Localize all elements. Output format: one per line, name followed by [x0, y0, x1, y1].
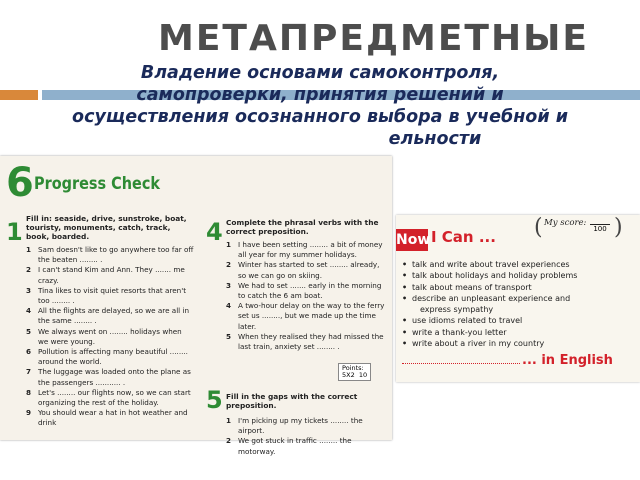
can-do-item	[402, 327, 632, 338]
exercise-item	[26, 306, 194, 326]
item-text: We always went on ........ holidays when we were young.	[38, 326, 182, 346]
exercise-4-instruction: Complete the phrasal verbs with the correct preposition.	[226, 218, 379, 236]
points-box	[338, 363, 371, 381]
exercise-item	[26, 265, 194, 285]
exercise-item	[26, 286, 194, 306]
can-do-item	[402, 259, 632, 270]
item-number: 1	[226, 240, 232, 249]
item-text: Sam doesn't like to go anywhere too far off the beaten ........ .	[38, 245, 194, 265]
item-text: I can't stand Kim and Ann. They ....... me crazy.	[38, 265, 185, 285]
can-do-text: write a thank-you letter	[412, 327, 507, 337]
exercise-item	[226, 240, 386, 260]
bullet-icon: •	[402, 339, 408, 349]
can-do-item	[402, 270, 632, 281]
bullet-icon: •	[402, 316, 408, 326]
item-number: 5	[226, 331, 232, 341]
points-calc: 5X2	[342, 371, 355, 379]
exercise-item	[26, 388, 194, 408]
score-blank	[590, 216, 610, 225]
exercise-1	[26, 214, 194, 429]
exercise-5-number: 5	[206, 386, 223, 414]
item-text: Tina likes to visit quiet resorts that aren't too ........ .	[38, 285, 187, 306]
bullet-icon: •	[402, 260, 408, 269]
item-number: 2	[26, 265, 32, 275]
item-number: 3	[26, 285, 32, 295]
item-number: 4	[26, 306, 32, 316]
exercise-item	[26, 408, 194, 428]
exercise-4	[226, 218, 386, 352]
exercise-item	[226, 281, 386, 301]
can-do-item	[402, 293, 632, 304]
exercise-4-number: 4	[206, 218, 223, 246]
item-text: When they realised they had missed the last train, anxiety set ........ .	[238, 331, 384, 352]
bullet-icon: •	[402, 327, 408, 337]
points-total: 10	[358, 371, 368, 379]
bullet-icon: •	[402, 282, 408, 292]
can-do-item	[402, 338, 632, 349]
exercise-5	[226, 392, 386, 457]
item-number: 2	[226, 260, 232, 270]
item-text: The luggage was loaded onto the plane as the passengers ........... .	[38, 367, 191, 387]
progress-check-title: Progress Check	[34, 174, 161, 194]
exercise-item	[226, 436, 386, 456]
item-number: 2	[226, 436, 232, 446]
subtitle-line-2: самопроверки, принятия решений и	[136, 85, 504, 105]
item-number: 9	[26, 408, 32, 418]
points-label: Points:	[342, 364, 364, 372]
item-text: I'm picking up my tickets ........ the airport.	[238, 416, 363, 436]
item-number: 7	[26, 367, 32, 377]
score-label: My score:	[544, 218, 587, 228]
subtitle-line-4: ельности	[388, 129, 482, 149]
can-do-text: use idioms related to travel	[412, 316, 523, 326]
i-can-heading: I Can ...	[431, 228, 496, 246]
exercise-1-number: 1	[6, 218, 23, 246]
item-number: 1	[26, 245, 32, 254]
can-do-text: write about a river in my country	[412, 339, 545, 349]
item-text: All the flights are delayed, so we are all in the same ........ .	[38, 306, 190, 326]
can-do-list	[402, 259, 632, 349]
exercise-5-instruction: Fill in the gaps with the correct preposition.	[226, 392, 358, 410]
item-number: 8	[26, 387, 32, 397]
exercise-item	[26, 367, 194, 387]
item-text: We got stuck in traffic ........ the motorway.	[238, 436, 352, 456]
can-do-item	[402, 282, 632, 293]
item-text: You should wear a hat in hot weather and drink	[38, 408, 188, 428]
item-text: Let's ........ our flights now, so we can start organizing the rest of the holiday.	[38, 387, 191, 408]
unit-number: 6	[6, 160, 34, 206]
score-bracket-left: (	[534, 215, 543, 240]
progress-check-header	[0, 156, 392, 212]
can-do-text: talk and write about travel experiences	[412, 260, 570, 269]
subtitle-line-1: Владение основами самоконтроля,	[140, 63, 500, 83]
exercise-item	[226, 332, 386, 352]
can-do-text: describe an unpleasant experience and	[412, 293, 571, 303]
item-text: Winter has started to set ........ already, so we can go on skiing.	[238, 260, 380, 280]
exercise-item	[226, 260, 386, 280]
subtitle-line-3: осуществления осознанного выбора в учебной и	[72, 107, 568, 127]
now-i-can-box	[396, 215, 640, 382]
exercise-1-items	[26, 245, 194, 429]
item-number: 4	[226, 301, 232, 311]
exercise-item	[226, 301, 386, 332]
score-total: 100	[593, 225, 607, 233]
in-english-label: ... in English	[522, 353, 613, 368]
can-do-item	[402, 304, 632, 315]
item-text: We had to set ....... early in the morning to catch the 6 am boat.	[238, 280, 382, 301]
item-number: 6	[26, 347, 32, 357]
bullet-icon: •	[402, 293, 408, 303]
exercise-item	[26, 327, 194, 347]
exercise-item	[26, 347, 194, 367]
textbook-page-image	[0, 156, 392, 456]
item-text: I have been setting ........ a bit of money all year for my summer holidays.	[238, 240, 383, 260]
page-subtitle	[0, 62, 640, 150]
item-text: A two-hour delay on the way to the ferry set us ........, but we made up the time later.	[238, 301, 385, 331]
item-number: 5	[26, 326, 32, 336]
exercise-item	[26, 245, 194, 265]
can-do-item	[402, 315, 632, 326]
item-number: 3	[226, 280, 232, 290]
exercise-item	[226, 416, 386, 436]
now-badge: Now	[396, 229, 428, 251]
page-title: МЕТАПРЕДМЕТНЫЕ	[158, 18, 589, 59]
item-number: 1	[226, 416, 232, 425]
exercise-4-items	[226, 240, 386, 352]
can-do-text: talk about means of transport	[412, 282, 532, 292]
exercise-1-instruction: Fill in: seaside, drive, sunstroke, boat, touristy, monuments, catch, track, book, boarded.	[26, 214, 187, 241]
score-bracket-right: )	[614, 215, 623, 240]
item-text: Pollution is affecting many beautiful ........ around the world.	[38, 347, 188, 367]
can-do-text: express sympathy	[420, 305, 494, 315]
dotted-line	[402, 363, 520, 364]
can-do-text: talk about holidays and holiday problems	[412, 271, 578, 281]
score-fraction	[590, 216, 610, 233]
exercise-5-items	[226, 416, 386, 457]
bullet-icon: •	[402, 271, 408, 281]
